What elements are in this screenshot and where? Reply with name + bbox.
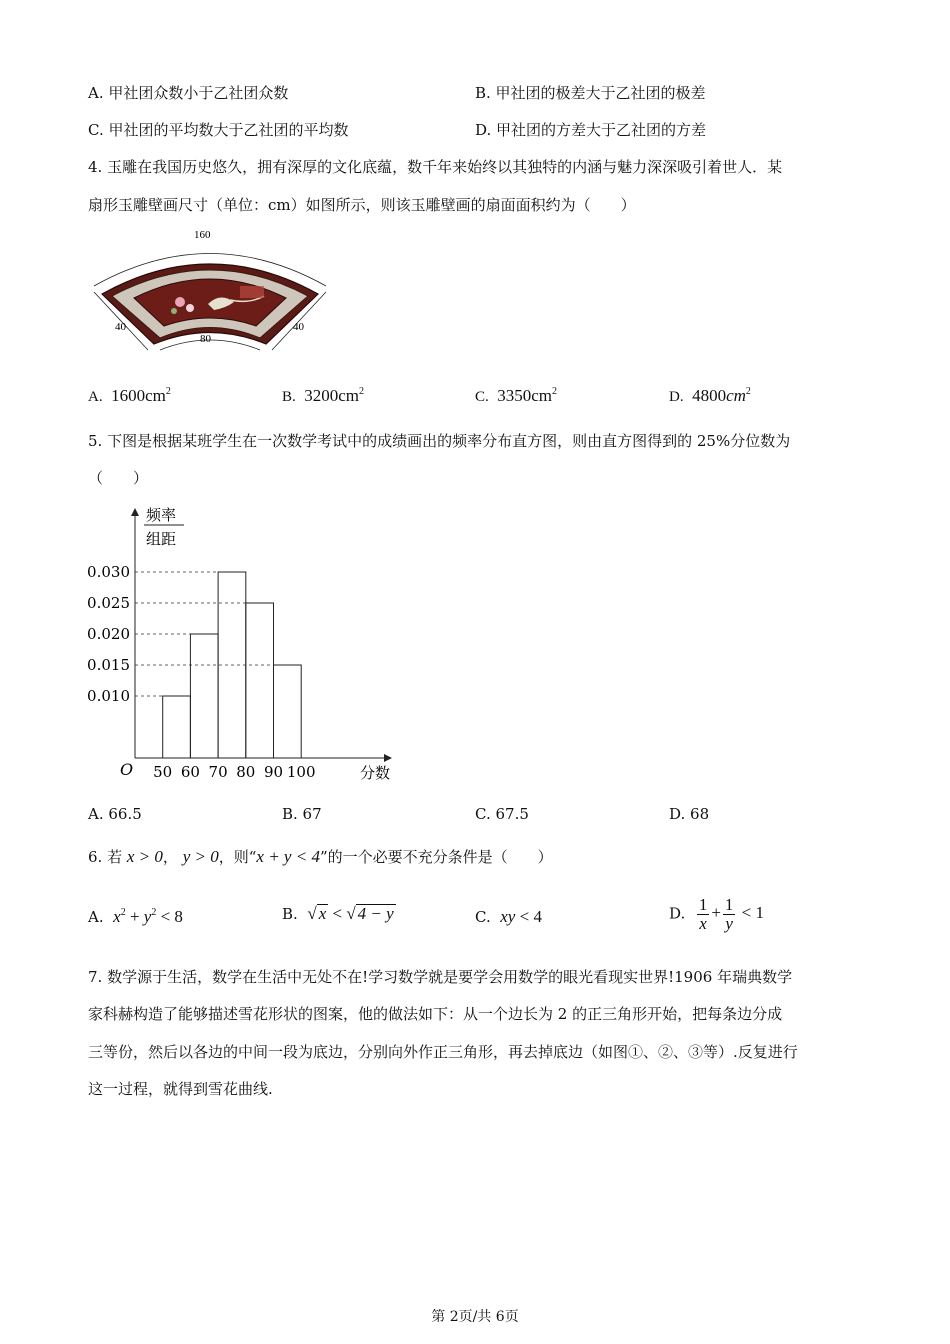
q5-option-c: C. 67.5	[475, 805, 529, 823]
calligraphy-panel	[240, 286, 264, 298]
q6-stem: 6. 若 x > 0， y > 0，则“x + y < 4”的一个必要不充分条件是（ ）	[88, 847, 553, 866]
histogram-bar	[274, 665, 302, 758]
q5-text-line2: （ ）	[88, 469, 149, 487]
flower-decoration	[175, 297, 185, 307]
histogram-bar	[190, 634, 218, 758]
q7-text-line4: 这一过程，就得到雪花曲线.	[88, 1080, 273, 1098]
fan-jade-carving-figure	[90, 226, 340, 361]
page-footer: 第 2页/共 6页	[431, 1309, 519, 1325]
q7-text-line2: 家科赫构造了能够描述雪花形状的图案，他的做法如下：从一个边长为 2 的正三角形开始，把每条边分成	[88, 1005, 783, 1023]
x-tick-label: 70	[208, 763, 228, 781]
y-tick-label: 0.025	[87, 594, 130, 612]
q5-option-b: B. 67	[282, 805, 322, 823]
left-dimension-label: 40	[115, 321, 126, 333]
flower-decoration	[186, 304, 194, 312]
x-tick-label: 50	[153, 763, 173, 781]
q4-option-a: A. $1600cm^2$	[88, 386, 171, 405]
right-dimension-label: 40	[293, 321, 304, 333]
q5-option-d: D. 68	[669, 805, 710, 823]
q6-option-a: A. $x^2 + y^2 < 8$	[88, 907, 183, 926]
bottom-dimension-label: 80	[200, 333, 211, 345]
q3-option-d: D. 甲社团的方差大于乙社团的方差	[475, 121, 707, 139]
q4-option-d: D. $4800cm^2$	[669, 386, 751, 405]
histogram-bar	[163, 696, 191, 758]
q5-text-line1: 5. 下图是根据某班学生在一次数学考试中的成绩画出的频率分布直方图，则由直方图得到的 25%分位数为	[88, 432, 791, 450]
leaf-decoration	[171, 308, 177, 314]
q3-option-a: A. 甲社团众数小于乙社团众数	[88, 84, 289, 102]
histogram-bar	[246, 603, 274, 758]
x-tick-label: 60	[180, 763, 200, 781]
y-axis-label-bottom: 组距	[146, 530, 177, 548]
x-tick-label: 80	[236, 763, 256, 781]
x-tick-label: 90	[263, 763, 284, 781]
q3-option-b: B. 甲社团的极差大于乙社团的极差	[475, 84, 706, 102]
q6-option-d: D. $\frac{1}{x}$ + $\frac{1}{y}$ < 1	[669, 895, 764, 933]
q4-text-line1: 4. 玉雕在我国历史悠久，拥有深厚的文化底蕴，数千年来始终以其独特的内涵与魅力深深吸引着世人．某	[88, 158, 783, 176]
q6-option-b: B. √ x < √ 4 − y	[282, 904, 394, 923]
y-axis-label-top: 频率	[146, 506, 177, 524]
q4-option-b: B. $3200cm^2$	[282, 386, 365, 405]
y-tick-label: 0.020	[87, 625, 130, 643]
frequency-histogram	[80, 500, 410, 790]
q5-option-a: A. 66.5	[88, 805, 142, 823]
q3-option-c: C. 甲社团的平均数大于乙社团的平均数	[88, 121, 349, 139]
origin-label: O	[120, 760, 134, 779]
q4-option-c: C. $3350cm^2$	[475, 386, 558, 405]
q7-text-line1: 7. 数学源于生活，数学在生活中无处不在!学习数学就是要学会用数学的眼光看现实世界!1906 年瑞典数学	[88, 968, 793, 986]
x-tick-label: 100	[286, 763, 316, 781]
y-tick-label: 0.015	[87, 656, 130, 674]
q4-text-line2: 扇形玉雕壁画尺寸（单位：cm）如图所示，则该玉雕壁画的扇面面积约为（ ）	[88, 196, 636, 214]
q7-text-line3: 三等份，然后以各边的中间一段为底边，分别向外作正三角形，再去掉底边（如图①、②、③等）.反复进行	[88, 1043, 798, 1061]
q6-option-c: C. xy < 4	[475, 907, 542, 926]
top-dimension-label: 160	[194, 229, 211, 241]
x-axis-label: 分数	[360, 764, 391, 782]
y-tick-label: 0.030	[87, 563, 130, 581]
y-tick-label: 0.010	[87, 687, 130, 705]
